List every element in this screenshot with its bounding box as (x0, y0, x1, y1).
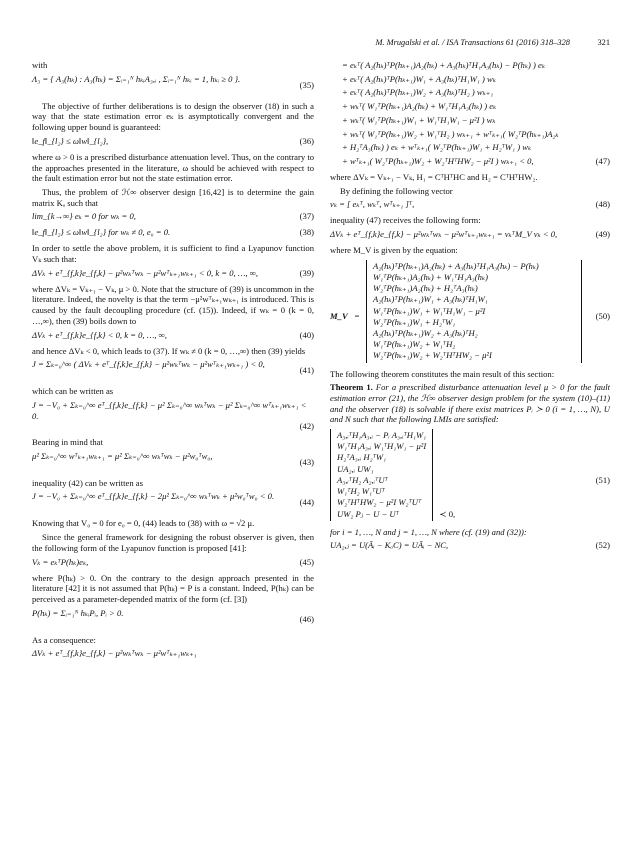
equation-41: J = Σₖ₌₀^∞ ( ΔVₖ + eᵀ_{f,k}e_{f,k} − μ²wₖᵀwₖ − μ²wᵀₖ₊₁wₖ₊₁ ) < 0, (41) (32, 359, 314, 376)
theorem-label: Theorem 1. (330, 382, 373, 393)
equation-number: (38) (299, 227, 314, 238)
equation-35: Λ₃ = { A₃(hₖ) : A₃(hₖ) = Σᵢ₌₁ᴺ hₖᵢA₃,ᵢ , Σᵢ₌₁ᴺ hₖᵢ = 1, hₖᵢ ≥ 0 }. (35) (32, 73, 314, 90)
matrix-entry: W₂ᵀP(hₖ₊₁)A₂(hₖ) + H₂ᵀA₃(hₖ) (373, 283, 478, 294)
matrix-entry: A₂(hₖ)ᵀP(hₖ₊₁)A₂(hₖ) + A₃(hₖ)ᵀH₁A₃(hₖ) − P(hₖ) (373, 260, 539, 271)
paragraph: The following theorem constitutes the main result of this section: (330, 368, 555, 379)
equation-number: (43) (299, 456, 314, 467)
paragraph: where ω > 0 is a prescribed disturbance attenuation level. Thus, on the contrary to the approaches presented in the literature, ω should be achieved with respect to the fault estimation error but not the state estimation error. (32, 151, 314, 184)
equation-46: P(hₖ) = Σᵢ₌₁ᴺ hₖᵢPᵢ, Pᵢ > 0. (46) (32, 607, 314, 624)
paragraph: for i = 1, …, N and j = 1, …, N where (cf. (19) and (32)): (330, 526, 527, 537)
paragraph: The objective of further deliberations is to design the observer (18) in such a way that the state estimation error eₖ is asymptotically convergent and the following upper bound is guaranteed: (32, 100, 314, 133)
matrix-entry: W₁ᵀH₁A₃,ᵢ W₁ᵀH₁W₁ − μ²I (337, 441, 427, 452)
equation-number: (44) (299, 497, 314, 508)
equation-number: (46) (299, 613, 314, 624)
equation-47-start: ΔVₖ + eᵀ_{f,k}e_{f,k} − μ²wₖᵀwₖ − μ²wᵀₖ₊₁wₖ₊₁ (32, 648, 197, 659)
text-with: with (32, 60, 48, 70)
matrix-entry: A₃,ᵢᵀH₂ A₂,ᵢᵀUᵀ (337, 474, 388, 485)
equation-47-line: + wₖᵀ( W₁ᵀP(hₖ₊₁)W₁ + W₁ᵀH₁W₁ − μ²I ) wₖ (342, 114, 496, 125)
equation-47-line: + eₖᵀ( A₂(hₖ)ᵀP(hₖ₊₁)W₁ + A₃(hₖ)ᵀH₁W₁ ) wₖ (342, 73, 496, 84)
running-header (32, 38, 610, 52)
lmi-inequality: ≺ 0, (439, 508, 456, 519)
equation-number: (49) (595, 229, 610, 240)
right-column (330, 60, 610, 556)
equation-52: UA₂,ⱼ = U(Āᵢ − KₐC) = UĀᵢ − NC, (52) (330, 540, 610, 551)
matrix-entry: W₁ᵀP(hₖ₊₁)W₂ + W₁ᵀH₂ (373, 339, 456, 350)
matrix-entry: W₁ᵀP(hₖ₊₁)W₁ + W₁ᵀH₁W₁ − μ²I (373, 305, 486, 316)
equation-number: (51) (595, 474, 610, 485)
matrix-entry: W₂ᵀP(hₖ₊₁)W₂ + W₂ᵀHᵀHW₂ − μ²I (373, 350, 492, 361)
left-column (32, 60, 314, 664)
paragraph: By defining the following vector (340, 185, 453, 196)
equation-number: (45) (299, 556, 314, 567)
paragraph: and hence ΔVₖ < 0, which leads to (37). If wₖ ≠ 0 (k = 0, …,∞) then (39) yields (32, 345, 306, 356)
equation-47-line: + H₂ᵀA₃(hₖ) ) eₖ + wᵀₖ₊₁( W₂ᵀP(hₖ₊₁)W₁ + H₂ᵀW₁ ) wₖ (342, 142, 532, 153)
paragraph: which can be written as (32, 386, 114, 397)
equation-47-last: + wᵀₖ₊₁( W₂ᵀP(hₖ₊₁)W₂ + W₂ᵀHᵀHW₂ − μ²I ) wₖ₊₁ < 0, (47) (342, 155, 610, 166)
equation-47-line: + wₖᵀ( W₁ᵀP(hₖ₊₁)W₂ + W₁ᵀH₂ ) wₖ₊₁ + wᵀₖ₊₁( W₂ᵀP(hₖ₊₁)A₂ₖ (342, 128, 559, 139)
matrix-entry: H₂ᵀA₃,ᵢ H₂ᵀW₁ (337, 452, 387, 463)
equation-number: (47) (595, 155, 610, 166)
equation-38: ‖e_f‖_{l₂} ≤ ω‖w‖_{l₂} for wₖ ≠ 0, e₀ = 0. (38) (32, 227, 314, 238)
matrix-mv: M_V = A₂(hₖ)ᵀP(hₖ₊₁)A₂(hₖ) + A₃(hₖ)ᵀH₁A₃(hₖ) − P(hₖ) W₁ᵀP(hₖ₊₁)A₂(hₖ) + W₁ᵀH₁A₃(hₖ) W₂ᵀP(hₖ₊₁)A₂(hₖ) + H₂ᵀA₃(hₖ) A₂(hₖ)ᵀP(hₖ₊₁)W₁ + A₃(hₖ)ᵀH₁W₁ W₁ᵀP(hₖ₊₁)W₁ + W₁ᵀH₁W₁ − μ²I W₂ᵀP(hₖ₊₁)W₁ + H₂ᵀW₁ A₂(hₖ)ᵀP(hₖ₊₁)W₂ + A₃(hₖ)ᵀH₂ W₁ᵀP(hₖ₊₁)W₂ + W₁ᵀH₂ W₂ᵀP(hₖ₊₁)W₂ + W₂ᵀHᵀHW₂ − μ²I (50) (330, 260, 610, 363)
paragraph: Thus, the problem of ℋ∞ observer design [16,42] is to determine the gain matrix Kₐ such that (32, 186, 314, 208)
equation-36: ‖e_f‖_{l₂} ≤ ω‖w‖_{l₂}, (36) (32, 135, 314, 146)
paragraph: where M_V is given by the equation: (330, 245, 458, 256)
equation-number: (42) (299, 421, 314, 432)
matrix-entry: W₂ᵀHᵀHW₂ − μ²I W₂ᵀUᵀ (337, 497, 422, 508)
equation-number: (52) (595, 540, 610, 551)
lmi-51 (330, 429, 610, 521)
matrix-entry: A₂(hₖ)ᵀP(hₖ₊₁)W₂ + A₃(hₖ)ᵀH₂ (373, 327, 478, 338)
page-number: 321 (597, 38, 610, 47)
equation-number: (35) (299, 79, 314, 90)
matrix-label: M_V (330, 311, 348, 322)
equation-47-line: = eₖᵀ( A₂(hₖ)ᵀP(hₖ₊₁)A₂(hₖ) + A₃(hₖ)ᵀH₁A₃(hₖ) − P(hₖ) ) eₖ (342, 60, 545, 70)
equation-48: vₖ = [ eₖᵀ, wₖᵀ, wᵀₖ₊₁ ]ᵀ, (48) (330, 199, 610, 210)
theorem (330, 382, 610, 425)
equation-49: ΔVₖ + eᵀ_{f,k}e_{f,k} − μ²wₖᵀwₖ − μ²wᵀₖ₊₁wₖ₊₁ = vₖᵀM_V vₖ < 0, (49) (330, 229, 610, 240)
equation-37: lim_{k→∞} eₖ = 0 for wₖ = 0, (37) (32, 211, 314, 222)
matrix-entry: UA₂,ᵢ UW₁ (337, 463, 374, 474)
equation-39: ΔVₖ + eᵀ_{f,k}e_{f,k} − μ²wₖᵀwₖ − μ²wᵀₖ₊₁wₖ₊₁ < 0, k = 0, …, ∞, (39) (32, 267, 314, 278)
paragraph: where P(hₖ) > 0. On the contrary to the design approach presented in the literature [42] it is not assumed that P(hₖ) = P is a constant. Indeed, P(hₖ) can be perceived as a parameter-depended matrix of the form (cf. [3]) (32, 572, 314, 604)
paragraph: Bearing in mind that (32, 437, 103, 448)
matrix-entry: A₂(hₖ)ᵀP(hₖ₊₁)W₁ + A₃(hₖ)ᵀH₁W₁ (373, 294, 488, 305)
paragraph: In order to settle the above problem, it is sufficient to find a Lyapunov function Vₖ such that: (32, 243, 314, 265)
equation-42: J = −V₀ + Σₖ₌₀^∞ eᵀ_{f,k}e_{f,k} − μ² Σₖ₌₀^∞ wₖᵀwₖ − μ² Σₖ₌₀^∞ wᵀₖ₊₁wₖ₊₁ < 0. (42) (32, 399, 314, 432)
matrix-entry: UW₂ Pⱼ − U − Uᵀ (337, 508, 399, 519)
equation-number: (37) (299, 211, 314, 222)
equation-44: J = −V₀ + Σₖ₌₀^∞ eᵀ_{f,k}e_{f,k} − 2μ² Σₖ₌₀^∞ wₖᵀwₖ + μ²w₀ᵀw₀ < 0. (44) (32, 491, 314, 508)
matrix-mv-body (366, 260, 582, 363)
paragraph: inequality (47) receives the following form: (330, 215, 481, 226)
theorem-text: For a prescribed disturbance attenuation level μ > 0 for the fault estimation error (21), the ℋ∞ observer design problem for the system (10)–(11) and the observer (18) is solvable if there exist matrices Pᵢ ≻ 0 (i = 1, …, N), U and N such that the following LMIs are satisfied: (330, 382, 610, 425)
matrix-entry: W₁ᵀH₂ W₁ᵀUᵀ (337, 486, 385, 497)
paragraph: where ΔVₖ = Vₖ₊₁ − Vₖ, H₁ = CᵀHᵀHC and H₂ = CᵀHᵀHW₂. (330, 171, 538, 182)
equation-47-line: + wₖᵀ( W₁ᵀP(hₖ₊₁)A₂(hₖ) + W₁ᵀH₁A₃(hₖ) ) eₖ (342, 101, 497, 112)
equation-47-line: + eₖᵀ( A₂(hₖ)ᵀP(hₖ₊₁)W₂ + A₃(hₖ)ᵀH₂ ) wₖ₊₁ (342, 87, 494, 98)
equation-43: μ² Σₖ₌₀^∞ wᵀₖ₊₁wₖ₊₁ = μ² Σₖ₌₀^∞ wₖᵀwₖ − μ²w₀ᵀw₀, (43) (32, 450, 314, 467)
equation-number: (36) (299, 135, 314, 146)
equation-number: (39) (299, 267, 314, 278)
equation-number: (48) (595, 199, 610, 210)
equation-45: Vₖ = eₖᵀP(hₖ)eₖ, (45) (32, 556, 314, 567)
equation-40: ΔVₖ + eᵀ_{f,k}e_{f,k} < 0, k = 0, …, ∞, (40) (32, 329, 314, 340)
matrix-entry: A₃,ᵢᵀH₁A₃,ᵢ − Pᵢ A₃,ᵢᵀH₁W₁ (337, 430, 427, 441)
equation-number: (41) (299, 365, 314, 376)
equation-number: (40) (299, 329, 314, 340)
matrix-entry: W₁ᵀP(hₖ₊₁)A₂(hₖ) + W₁ᵀH₁A₃(hₖ) (373, 271, 488, 282)
lmi-matrix-body (330, 429, 433, 521)
paragraph: As a consequence: (32, 634, 96, 645)
paragraph: Since the general framework for designing the robust observer is given, then the following form of the Lyapunov function is proposed [41]: (32, 532, 314, 553)
journal-citation: M. Mrugalski et al. / ISA Transactions 61 (2016) 318–328 (375, 38, 570, 47)
equation-number: (50) (595, 311, 610, 322)
paragraph: where ΔVₖ = Vₖ₊₁ − Vₖ, μ > 0. Note that the structure of (39) is uncommon in the literature. Indeed, the novelty is that the term −μ²wᵀₖ₊₁wₖ₊₁ is introduced. This is caused by the fault decoupling procedure (cf. (15)). Indeed, if wₖ = 0 (k = 0, …,∞), then (39) boils down to (32, 283, 314, 326)
paragraph: Knowing that V₀ = 0 for e₀ = 0, (44) leads to (38) with ω = √2 μ. (32, 518, 255, 529)
paragraph: inequality (42) can be written as (32, 477, 143, 488)
matrix-entry: W₂ᵀP(hₖ₊₁)W₁ + H₂ᵀW₁ (373, 316, 456, 327)
